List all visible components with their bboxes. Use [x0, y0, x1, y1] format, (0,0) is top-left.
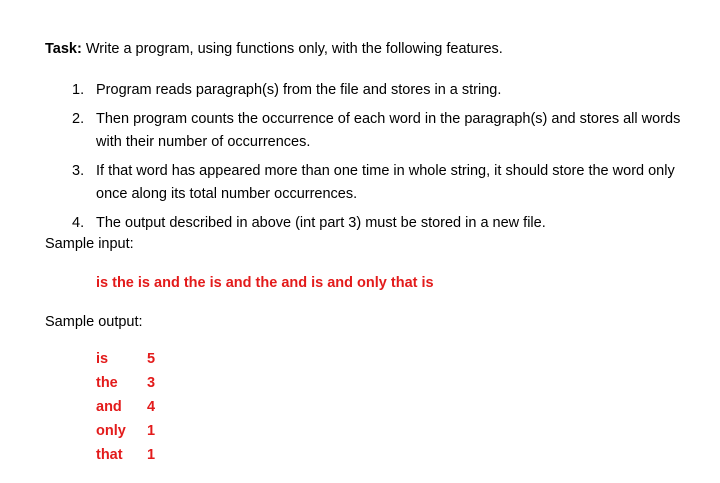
sample-output-table: [96, 350, 176, 470]
output-count: 4: [147, 399, 156, 415]
output-row: [96, 350, 176, 374]
list-item-number: 3.: [72, 163, 85, 179]
output-word: and: [96, 399, 122, 415]
list-item-number: 4.: [72, 215, 85, 231]
task-statement: [45, 40, 503, 58]
requirements-list: [0, 79, 720, 241]
output-count: 1: [147, 447, 156, 463]
list-item-number: 2.: [72, 111, 85, 127]
task-label: Task:: [45, 41, 82, 57]
output-row: [96, 422, 176, 446]
sample-input-heading: Sample input:: [45, 236, 134, 252]
output-count: 1: [147, 423, 156, 439]
output-word: the: [96, 375, 118, 391]
list-item-text: If that word has appeared more than one time in whole string, it should store the word only once along its total number occurrences.: [96, 163, 675, 202]
sample-input-text: is the is and the is and the and is and only that is: [96, 275, 434, 291]
list-item: [0, 79, 720, 102]
output-count: 3: [147, 375, 156, 391]
list-item-text: Then program counts the occurrence of each word in the paragraph(s) and stores all words with their number of occurrences.: [96, 111, 681, 150]
output-row: [96, 398, 176, 422]
output-word: is: [96, 351, 109, 367]
output-word: only: [96, 423, 126, 439]
output-row: [96, 374, 176, 398]
sample-output-heading: Sample output:: [45, 314, 143, 330]
list-item-text: The output described in above (int part 3) must be stored in a new file.: [96, 215, 546, 231]
list-item: [0, 212, 720, 235]
output-word: that: [96, 447, 123, 463]
task-text: Write a program, using functions only, with the following features.: [85, 41, 503, 57]
list-item-number: 1.: [72, 82, 85, 98]
output-row: [96, 446, 176, 470]
list-item: [0, 108, 720, 154]
list-item: [0, 160, 720, 206]
list-item-text: Program reads paragraph(s) from the file and stores in a string.: [96, 82, 502, 98]
output-count: 5: [147, 351, 156, 367]
